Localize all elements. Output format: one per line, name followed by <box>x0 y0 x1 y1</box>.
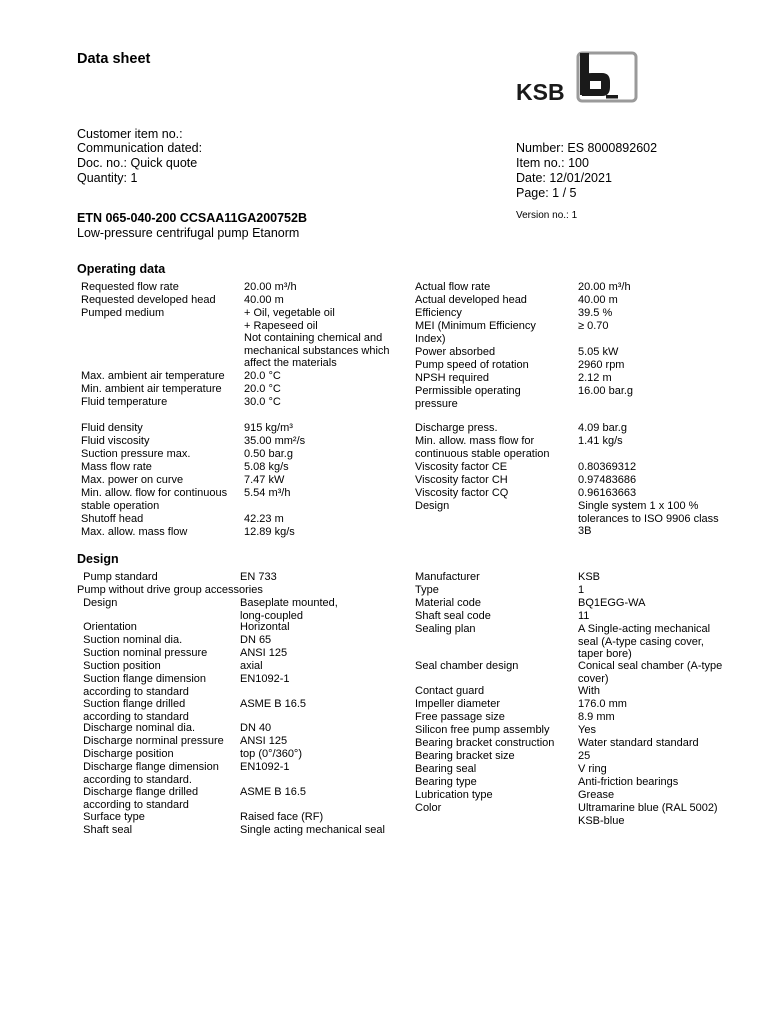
row-value: 2.12 m <box>578 372 612 384</box>
row-label: Mass flow rate <box>81 461 152 473</box>
row-value: 915 kg/m³ <box>244 422 293 434</box>
row-label: Efficiency <box>415 307 462 319</box>
communication-dated: Communication dated: <box>77 141 203 155</box>
row-label: Shaft seal code <box>415 610 491 622</box>
row-label: Max. power on curve <box>81 474 184 486</box>
row-value: 20.00 m³/h <box>578 281 631 293</box>
row-value: Conical seal chamber (A-type cover) <box>578 660 723 685</box>
ksb-logo <box>514 51 639 104</box>
row-value: 30.0 °C <box>244 396 281 408</box>
row-label: Suction nominal dia. <box>77 634 183 646</box>
row-label: Impeller diameter <box>415 698 500 710</box>
row-value: ASME B 16.5 <box>240 786 307 798</box>
row-value: Raised face (RF) <box>240 811 324 823</box>
row-value: ANSI 125 <box>240 735 288 747</box>
row-label: Fluid density <box>81 422 143 434</box>
row-value: ASME B 16.5 <box>240 698 307 710</box>
row-value: 16.00 bar.g <box>578 385 634 397</box>
row-value: EN1092-1 <box>240 673 290 685</box>
design-heading: Design <box>77 552 119 566</box>
page-title: Data sheet <box>77 51 151 67</box>
row-label: Material code <box>415 597 482 609</box>
row-value: 1 <box>578 584 585 596</box>
row-label: Pump standard <box>77 571 158 583</box>
row-label: Free passage size <box>415 711 505 723</box>
row-value: + Oil, vegetable oil + Rapeseed oil Not containing chemical and mechanical substances which affect the materials <box>244 307 390 370</box>
row-label: Suction position <box>77 660 161 672</box>
row-label: Bearing seal <box>415 763 477 775</box>
row-label: Fluid viscosity <box>81 435 150 447</box>
row-value: Yes <box>578 724 596 736</box>
row-value: DN 40 <box>240 722 272 734</box>
row-label: Sealing plan <box>415 623 476 635</box>
row-label: Min. ambient air temperature <box>81 383 222 395</box>
row-value: 0.80369312 <box>578 461 637 473</box>
row-label: Viscosity factor CE <box>415 461 508 473</box>
row-value: 4.09 bar.g <box>578 422 627 434</box>
row-value: 5.08 kg/s <box>244 461 289 473</box>
row-value: Single acting mechanical seal <box>240 824 385 836</box>
row-value: Water standard standard <box>578 737 699 749</box>
row-label: Requested flow rate <box>81 281 179 293</box>
row-label: Pump without drive group accessories <box>77 584 263 596</box>
row-value: With <box>578 685 600 697</box>
row-label: Viscosity factor CH <box>415 474 508 486</box>
row-value: Baseplate mounted, long-coupled <box>240 597 338 622</box>
pump-description: Low-pressure centrifugal pump Etanorm <box>77 226 300 240</box>
row-value: 40.00 m <box>244 294 284 306</box>
row-value: ≥ 0.70 <box>578 320 609 332</box>
logo-text: KSB <box>516 79 565 104</box>
row-value: V ring <box>578 763 607 775</box>
version-number: Version no.: 1 <box>516 210 578 221</box>
row-label: Design <box>415 500 450 512</box>
row-value: 35.00 mm²/s <box>244 435 306 447</box>
row-label: Shaft seal <box>77 824 133 836</box>
row-label: Pumped medium <box>81 307 165 319</box>
row-value: KSB <box>578 571 601 583</box>
row-value: A Single-acting mechanical seal (A-type casing cover, taper bore) <box>578 623 711 661</box>
row-label: Suction pressure max. <box>81 448 191 460</box>
row-value: axial <box>240 660 263 672</box>
document-number: Number: ES 8000892602 <box>516 141 658 155</box>
row-label: Fluid temperature <box>81 396 168 408</box>
row-label: Design <box>77 597 118 609</box>
row-value: 0.96163663 <box>578 487 637 499</box>
row-label: Silicon free pump assembly <box>415 724 550 736</box>
item-no: Item no.: 100 <box>516 156 589 170</box>
row-label: MEI (Minimum Efficiency Index) <box>415 320 536 345</box>
row-label: Discharge norminal pressure <box>77 735 224 747</box>
row-value: 39.5 % <box>578 307 613 319</box>
row-label: Permissible operating pressure <box>415 385 521 410</box>
doc-no: Doc. no.: Quick quote <box>77 156 198 170</box>
row-label: Power absorbed <box>415 346 496 358</box>
row-label: Suction flange dimension according to standard <box>83 673 207 698</box>
row-value: 40.00 m <box>578 294 618 306</box>
row-value: 0.50 bar.g <box>244 448 293 460</box>
row-value: Ultramarine blue (RAL 5002) KSB-blue <box>578 802 718 827</box>
row-label: Pump speed of rotation <box>415 359 529 371</box>
row-label: Surface type <box>77 811 145 823</box>
row-value: 1.41 kg/s <box>578 435 623 447</box>
row-label: Viscosity factor CQ <box>415 487 509 499</box>
row-label: NPSH required <box>415 372 489 384</box>
row-label: Bearing bracket construction <box>415 737 555 749</box>
row-label: Discharge flange dimension according to standard. <box>83 761 219 786</box>
row-label: Contact guard <box>415 685 485 697</box>
row-value: EN1092-1 <box>240 761 290 773</box>
row-label: Discharge flange drilled according to standard <box>83 786 199 811</box>
quantity: Quantity: 1 <box>77 171 138 185</box>
row-value: 5.54 m³/h <box>244 487 291 499</box>
row-value: 12.89 kg/s <box>244 526 295 538</box>
row-value: BQ1EGG-WA <box>578 597 646 609</box>
row-label: Suction nominal pressure <box>77 647 208 659</box>
row-label: Suction flange drilled according to standard <box>83 698 189 723</box>
row-value: EN 733 <box>240 571 277 583</box>
row-value: 176.0 mm <box>578 698 627 710</box>
row-value: 7.47 kW <box>244 474 285 486</box>
row-value: 5.05 kW <box>578 346 619 358</box>
row-value: 25 <box>578 750 591 762</box>
row-label: Max. ambient air temperature <box>81 370 225 382</box>
row-label: Min. allow. flow for continuous stable operation <box>81 487 228 512</box>
row-value: top (0°/360°) <box>240 748 302 760</box>
row-value: 11 <box>578 610 590 622</box>
row-label: Min. allow. mass flow for continuous stable operation <box>415 435 550 460</box>
date: Date: 12/01/2021 <box>516 171 612 185</box>
row-value: Anti-friction bearings <box>578 776 679 788</box>
row-value: 0.97483686 <box>578 474 637 486</box>
row-label: Requested developed head <box>81 294 216 306</box>
customer-item-no: Customer item no.: <box>77 127 183 141</box>
row-value: 8.9 mm <box>578 711 615 723</box>
row-label: Actual developed head <box>415 294 527 306</box>
row-value: ANSI 125 <box>240 647 288 659</box>
row-label: Color <box>415 802 442 814</box>
row-label: Lubrication type <box>415 789 493 801</box>
row-value: 42.23 m <box>244 513 284 525</box>
row-label: Bearing type <box>415 776 477 788</box>
operating-data-heading: Operating data <box>77 262 166 276</box>
row-value: Grease <box>578 789 615 801</box>
row-value: 20.0 °C <box>244 383 281 395</box>
row-label: Orientation <box>77 621 137 633</box>
page-number: Page: 1 / 5 <box>516 186 577 200</box>
row-label: Shutoff head <box>81 513 144 525</box>
row-label: Discharge position <box>77 748 174 760</box>
row-label: Bearing bracket size <box>415 750 515 762</box>
row-value: DN 65 <box>240 634 272 646</box>
row-label: Max. allow. mass flow <box>81 526 188 538</box>
row-label: Discharge press. <box>415 422 498 434</box>
row-label: Type <box>415 584 439 596</box>
row-value: 20.0 °C <box>244 370 281 382</box>
row-value: 2960 rpm <box>578 359 625 371</box>
row-label: Seal chamber design <box>415 660 519 672</box>
row-value: Horizontal <box>240 621 290 633</box>
row-label: Actual flow rate <box>415 281 491 293</box>
row-label: Discharge nominal dia. <box>77 722 196 734</box>
row-value: 20.00 m³/h <box>244 281 297 293</box>
row-value: Single system 1 x 100 % tolerances to ISO 9906 class 3B <box>578 500 719 538</box>
pump-model: ETN 065-040-200 CCSAA11GA200752B <box>77 211 307 225</box>
row-label: Manufacturer <box>415 571 480 583</box>
